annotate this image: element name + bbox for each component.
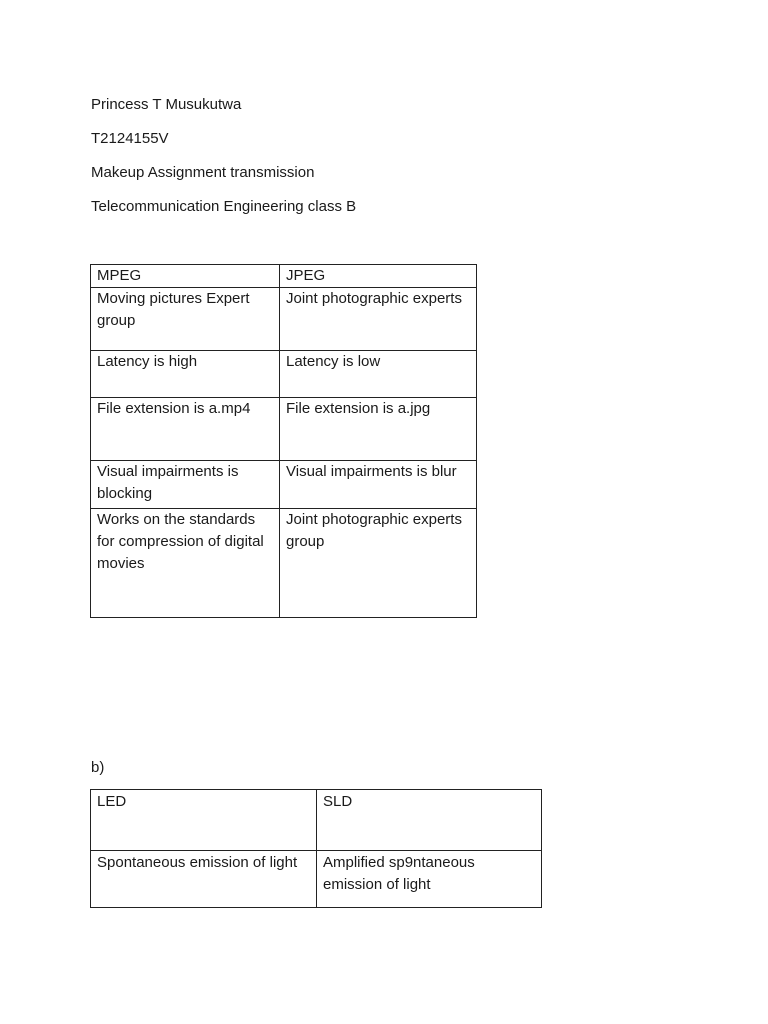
table-cell: Joint photographic experts bbox=[280, 288, 477, 351]
table-cell: Visual impairments is blocking bbox=[91, 461, 280, 509]
table-row bbox=[91, 790, 542, 851]
section-b-label: b) bbox=[91, 759, 105, 776]
table-row bbox=[91, 398, 477, 461]
table-cell: MPEG bbox=[91, 265, 280, 288]
table-cell: Joint photographic experts group bbox=[280, 509, 477, 618]
table-cell: LED bbox=[91, 790, 317, 851]
class-name: Telecommunication Engineering class B bbox=[91, 198, 357, 215]
assignment-title: Makeup Assignment transmission bbox=[91, 164, 315, 181]
table-cell: JPEG bbox=[280, 265, 477, 288]
table-row bbox=[91, 461, 477, 509]
table-row bbox=[91, 265, 477, 288]
led-sld-comparison-table bbox=[90, 789, 542, 908]
table-row bbox=[91, 351, 477, 398]
student-id: T2124155V bbox=[91, 130, 169, 147]
mpeg-jpeg-comparison-table bbox=[90, 264, 477, 618]
table-row bbox=[91, 288, 477, 351]
table-cell: Moving pictures Expert group bbox=[91, 288, 280, 351]
table-cell: Latency is low bbox=[280, 351, 477, 398]
table-cell: Works on the standards for compression of digital movies bbox=[91, 509, 280, 618]
table-cell: Amplified sp9ntaneous emission of light bbox=[317, 851, 542, 908]
table-cell: File extension is a.mp4 bbox=[91, 398, 280, 461]
table-row bbox=[91, 509, 477, 618]
table-cell: Visual impairments is blur bbox=[280, 461, 477, 509]
table-cell: Spontaneous emission of light bbox=[91, 851, 317, 908]
author-name: Princess T Musukutwa bbox=[91, 96, 242, 113]
table-row bbox=[91, 851, 542, 908]
table-cell: Latency is high bbox=[91, 351, 280, 398]
table-cell: File extension is a.jpg bbox=[280, 398, 477, 461]
table-cell: SLD bbox=[317, 790, 542, 851]
